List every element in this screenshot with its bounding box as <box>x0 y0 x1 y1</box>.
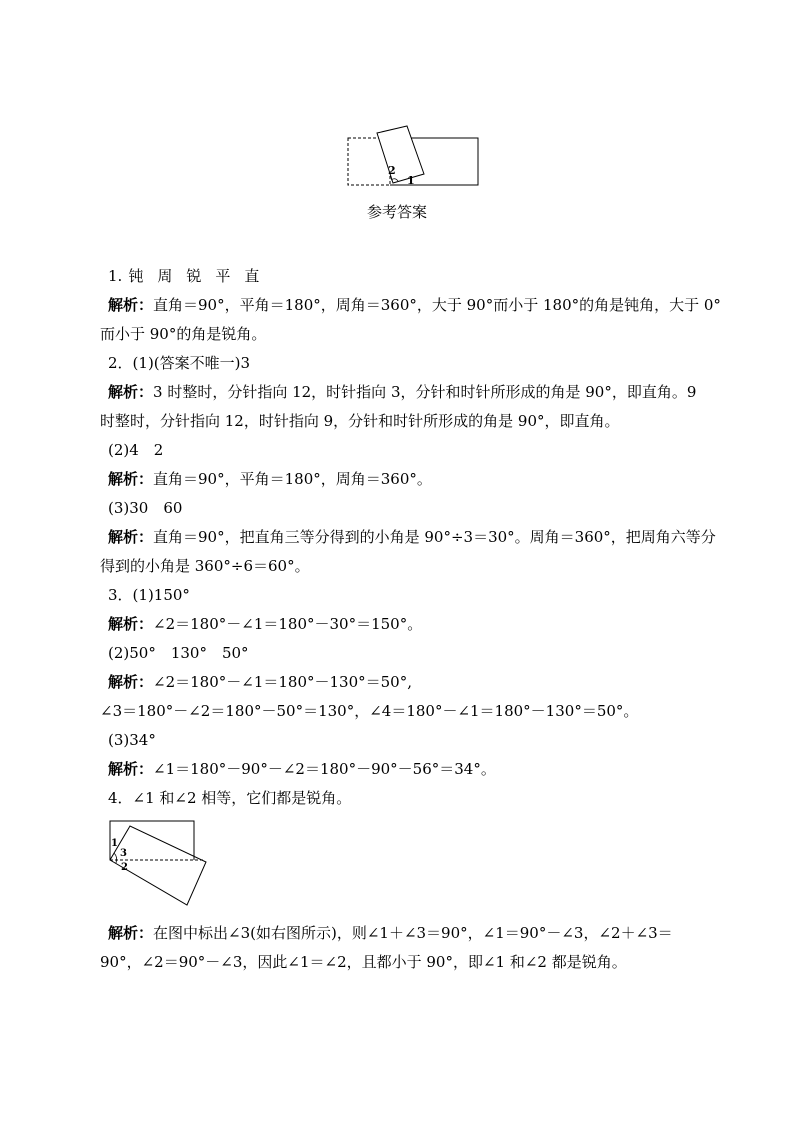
q4-analysis-cont: 90°，∠2＝90°－∠3，因此∠1＝∠2，且都小于 90°，即∠1 和∠2 都是锐角。 <box>100 953 627 971</box>
q3-analysis2: 解析：∠2＝180°－∠1＝180°－130°＝50°, <box>108 673 412 691</box>
q1-analysis-cont: 而小于 90°的角是锐角。 <box>100 325 267 343</box>
q4-answer: 4．∠1 和∠2 相等，它们都是锐角。 <box>108 789 352 807</box>
q3-part2: (2)50° 130° 50° <box>108 644 249 662</box>
angle-label-1: 1 <box>111 838 118 849</box>
analysis-label: 解析： <box>108 673 154 691</box>
analysis-label: 解析： <box>108 760 154 778</box>
q3-part1: 3．(1)150° <box>108 586 190 604</box>
q2-part3: (3)30 60 <box>108 499 183 517</box>
q1-analysis: 解析：直角＝90°，平角＝180°，周角＝360°，大于 90°而小于 180°的角是钝角，大于 0° <box>108 296 721 314</box>
q4-analysis: 解析：在图中标出∠3(如右图所示)，则∠1＋∠3＝90°，∠1＝90°－∠3，∠2＋∠3＝ <box>108 924 673 942</box>
angle-label-1: 1 <box>407 174 415 187</box>
q3-analysis3: 解析：∠1＝180°－90°－∠2＝180°－90°－56°＝34°。 <box>108 760 496 778</box>
q2-analysis3-cont: 得到的小角是 360°÷6＝60°。 <box>100 557 310 575</box>
analysis-label: 解析： <box>108 924 154 942</box>
q2-analysis3: 解析：直角＝90°，把直角三等分得到的小角是 90°÷3＝30°。周角＝360°，把周角六等分 <box>108 528 716 546</box>
folded-rectangle-figure-q4 <box>108 819 208 909</box>
answer-content <box>100 262 723 977</box>
q1-number: 1. <box>108 267 123 285</box>
analysis-label: 解析： <box>108 383 154 401</box>
q3-analysis1: 解析：∠2＝180°－∠1＝180°－30°＝150°。 <box>108 615 423 633</box>
angle-label-2: 2 <box>388 164 396 177</box>
folded-rectangle-figure <box>346 122 480 188</box>
analysis-label: 解析： <box>108 528 154 546</box>
q2-analysis1: 解析：3 时整时，分针指向 12，时针指向 3，分针和时针所形成的角是 90°，即直角。9 <box>108 383 697 401</box>
q2-analysis2: 解析：直角＝90°，平角＝180°，周角＝360°。 <box>108 470 432 488</box>
q3-analysis2-cont: ∠3＝180°－∠2＝180°－50°＝130°，∠4＝180°－∠1＝180°－130°＝50°。 <box>100 702 639 720</box>
analysis-label: 解析： <box>108 615 154 633</box>
q3-part3: (3)34° <box>108 731 156 749</box>
angle-label-3: 3 <box>120 848 127 859</box>
q2-part2: (2)4 2 <box>108 441 164 459</box>
folded-flap <box>377 126 424 183</box>
angle-label-2: 2 <box>121 862 128 873</box>
q1-answer: 1. 钝 周 锐 平 直 <box>108 267 260 285</box>
analysis-label: 解析： <box>108 296 154 314</box>
angle-arc <box>114 853 117 863</box>
answer-section-title: 参考答案 <box>366 203 427 221</box>
analysis-label: 解析： <box>108 470 154 488</box>
q2-part1: 2．(1)(答案不唯一)3 <box>108 354 251 372</box>
q2-analysis1-cont: 时整时，分针指向 12，时针指向 9，分针和时针所形成的角是 90°，即直角。 <box>100 412 620 430</box>
